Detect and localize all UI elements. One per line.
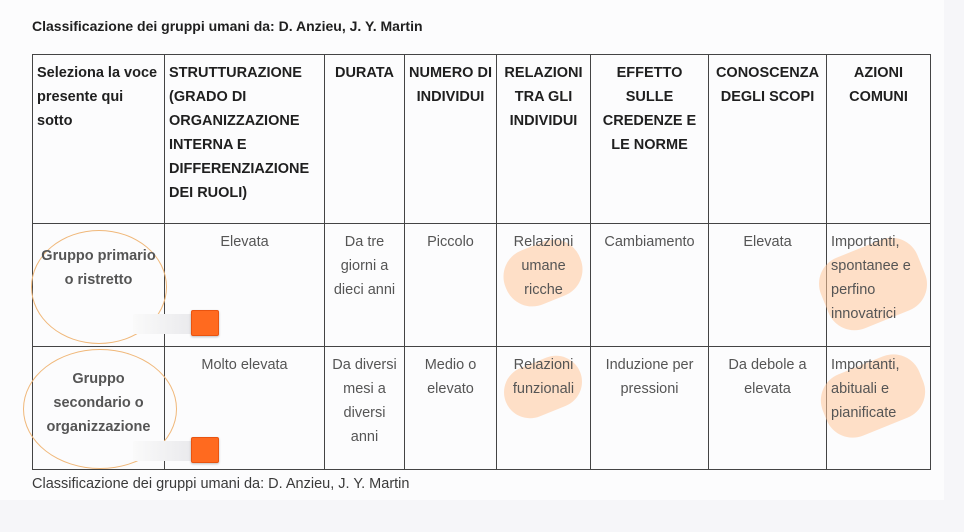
cell-azioni-text: Importanti, spontanee e perfino innovatrici <box>831 234 911 322</box>
cell-effetto: Cambiamento <box>591 224 709 347</box>
cell-numero: Piccolo <box>405 224 497 347</box>
table-row <box>33 224 931 347</box>
table-title: Classificazione dei gruppi umani da: D. Anzieu, J. Y. Martin <box>32 18 423 34</box>
table-caption: Classificazione dei gruppi umani da: D. Anzieu, J. Y. Martin <box>32 476 410 492</box>
row-toggle[interactable] <box>133 310 219 336</box>
toggle-track <box>133 314 195 334</box>
header-select: Seleziona la voce presente qui sotto <box>33 55 165 224</box>
row-toggle[interactable] <box>133 437 219 463</box>
table-row <box>33 347 931 470</box>
header-effetto: EFFETTO SULLE CREDENZE E LE NORME <box>591 55 709 224</box>
cell-durata: Da tre giorni a dieci anni <box>325 224 405 347</box>
cell-relazioni <box>497 224 591 347</box>
row-label-cell[interactable] <box>33 224 165 347</box>
cell-relazioni-text: Relazioni funzionali <box>512 357 575 397</box>
cell-conoscenza: Elevata <box>709 224 827 347</box>
classification-table <box>32 54 931 470</box>
header-row <box>33 55 931 224</box>
header-durata: DURATA <box>325 55 405 224</box>
row-label: Gruppo secondario o organizzazione <box>46 371 151 435</box>
cell-relazioni <box>497 347 591 470</box>
cell-effetto: Induzione per pressioni <box>591 347 709 470</box>
toggle-knob[interactable] <box>191 310 219 336</box>
toggle-track <box>133 441 195 461</box>
cell-conoscenza: Da debole a elevata <box>709 347 827 470</box>
toggle-knob[interactable] <box>191 437 219 463</box>
cell-relazioni-text: Relazioni umane ricche <box>513 234 574 298</box>
header-azioni: AZIONI COMUNI <box>827 55 931 224</box>
header-strutturazione: STRUTTURAZIONE (GRADO DI ORGANIZZAZIONE INTERNA E DIFFERENZIAZIONE DEI RUOLI) <box>165 55 325 224</box>
row-label-cell[interactable] <box>33 347 165 470</box>
header-numero: NUMERO DI INDIVIDUI <box>405 55 497 224</box>
cell-numero: Medio o elevato <box>405 347 497 470</box>
row-label: Gruppo primario o ristretto <box>41 248 156 288</box>
cell-azioni-text: Importanti, abituali e pianificate <box>831 357 900 421</box>
cell-strutturazione: Molto elevata <box>165 347 325 470</box>
cell-azioni <box>827 224 931 347</box>
header-relazioni: RELAZIONI TRA GLI INDIVIDUI <box>497 55 591 224</box>
header-conoscenza: CONOSCENZA DEGLI SCOPI <box>709 55 827 224</box>
cell-durata: Da diversi mesi a diversi anni <box>325 347 405 470</box>
cell-strutturazione: Elevata <box>165 224 325 347</box>
cell-azioni <box>827 347 931 470</box>
